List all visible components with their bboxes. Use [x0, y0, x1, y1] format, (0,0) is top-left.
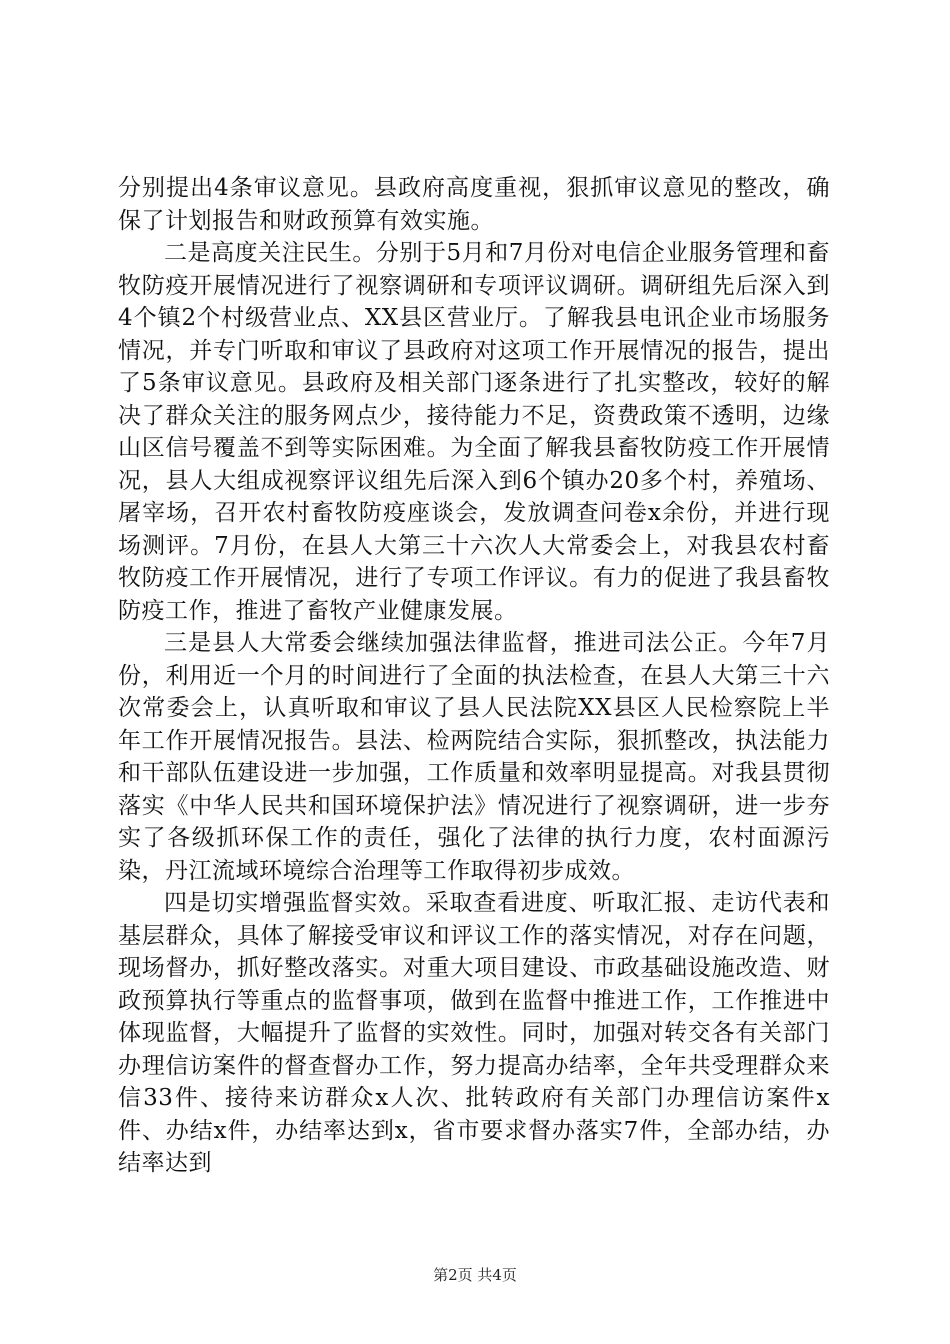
page-footer: 第2页 共4页	[433, 1266, 517, 1284]
paragraph-legal-supervision: 三是县人大常委会继续加强法律监督，推进司法公正。今年7月份，利用近一个月的时间进行了全面的执法检查，在县人大第三十六次常委会上，认真听取和审议了县人民法院XX县区人民检察院上半年工作开展情况报告。县法、检两院结合实际，狠抓整改，执法能力和干部队伍建设进一步加强，工作质量和效率明显提高。对我县贯彻落实《中华人民共和国环境保护法》情况进行了视察调研，进一步夯实了各级抓环保工作的责任，强化了法律的执行力度，农村面源污染，丹江流域环境综合治理等工作取得初步成效。	[118, 630, 830, 884]
paragraph-supervision-effectiveness: 四是切实增强监督实效。采取查看进度、听取汇报、走访代表和基层群众，具体了解接受审议和评议工作的落实情况，对存在问题，现场督办，抓好整改落实。对重大项目建设、市政基础设施改造、财政预算执行等重点的监督事项，做到在监督中推进工作，工作推进中体现监督，大幅提升了监督的实效性。同时，加强对转交各有关部门办理信访案件的督查督办工作，努力提高办结率，全年共受理群众来信33件、接待来访群众x人次、批转政府有关部门办理信访案件x件、办结x件，办结率达到x，省市要求督办落实7件，全部办结，办结率达到	[118, 890, 830, 1176]
paragraph-continuation: 分别提出4条审议意见。县政府高度重视，狠抓审议意见的整改，确保了计划报告和财政预算有效实施。	[118, 175, 830, 234]
paragraph-livelihood: 二是高度关注民生。分别于5月和7月份对电信企业服务管理和畜牧防疫开展情况进行了视察调研和专项评议调研。调研组先后深入到4个镇2个村级营业点、XX县区营业厅。了解我县电讯企业市场服务情况，并专门听取和审议了县政府对这项工作开展情况的报告，提出了5条审议意见。县政府及相关部门逐条进行了扎实整改，较好的解决了群众关注的服务网点少，接待能力不足，资费政策不透明，边缘山区信号覆盖不到等实际困难。为全面了解我县畜牧防疫工作开展情况，县人大组成视察评议组先后深入到6个镇办20多个村，养殖场、屠宰场，召开农村畜牧防疫座谈会，发放调查问卷x余份，并进行现场测评。7月份，在县人大第三十六次人大常委会上，对我县农村畜牧防疫工作开展情况，进行了专项工作评议。有力的促进了我县畜牧防疫工作，推进了畜牧产业健康发展。	[118, 240, 830, 624]
document-body	[118, 172, 830, 1180]
